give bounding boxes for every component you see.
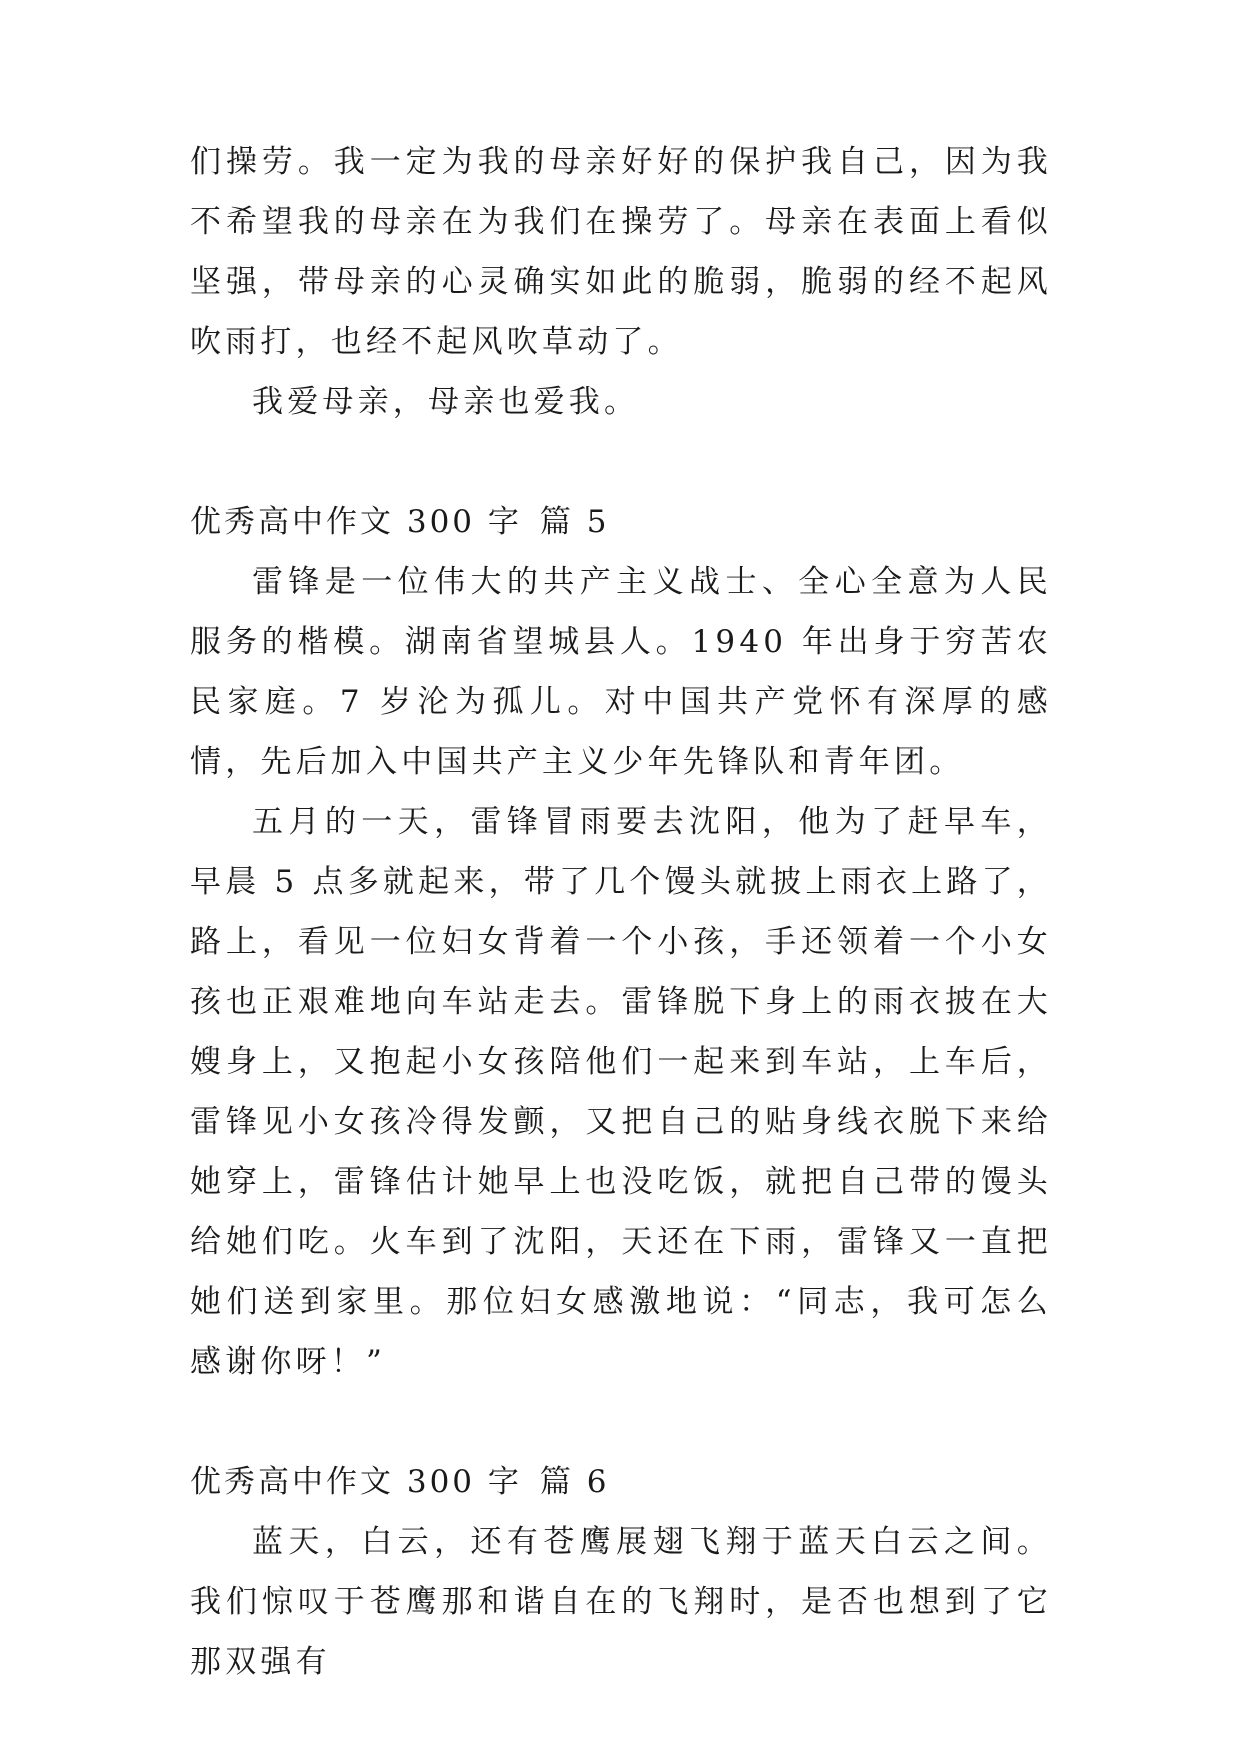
section-label: 篇 5: [539, 504, 610, 540]
section-heading-6: [190, 1452, 1052, 1512]
section-title: 优秀高中作文 300 字: [190, 504, 522, 540]
section-5-paragraph-2: 五月的一天，雷锋冒雨要去沈阳，他为了赶早车，早晨 5 点多就起来，带了几个馒头就披上雨衣上路了，路上，看见一位妇女背着一个小孩，手还领着一个小女孩也正艰难地向车站走去。雷锋脱下身上的雨衣披在大嫂身上，又抱起小女孩陪他们一起来到车站，上车后，雷锋见小女孩冷得发颤，又把自己的贴身线衣脱下来给她穿上，雷锋估计她早上也没吃饭，就把自己带的馒头给她们吃。火车到了沈阳，天还在下雨，雷锋又一直把她们送到家里。那位妇女感激地说：“同志，我可怎么感谢你呀！”: [190, 804, 1052, 1380]
section-6-paragraph-1: 蓝天，白云，还有苍鹰展翅飞翔于蓝天白云之间。我们惊叹于苍鹰那和谐自在的飞翔时，是否也想到了它那双强有: [190, 1524, 1052, 1680]
section-5-paragraph-1: 雷锋是一位伟大的共产主义战士、全心全意为人民服务的楷模。湖南省望城县人。1940 年出身于穷苦农民家庭。7 岁沦为孤儿。对中国共产党怀有深厚的感情，先后加入中国共产主义少年先锋队和青年团。: [190, 564, 1052, 780]
section-label: 篇 6: [539, 1464, 610, 1500]
section-title: 优秀高中作文 300 字: [190, 1464, 522, 1500]
document-page: [190, 132, 1052, 1692]
intro-paragraph: 我爱母亲，母亲也爱我。: [252, 384, 640, 420]
section-heading-5: [190, 492, 1052, 552]
intro-paragraph-continued: 们操劳。我一定为我的母亲好好的保护我自己，因为我不希望我的母亲在为我们在操劳了。母亲在表面上看似坚强，带母亲的心灵确实如此的脆弱，脆弱的经不起风吹雨打，也经不起风吹草动了。: [190, 144, 1052, 360]
